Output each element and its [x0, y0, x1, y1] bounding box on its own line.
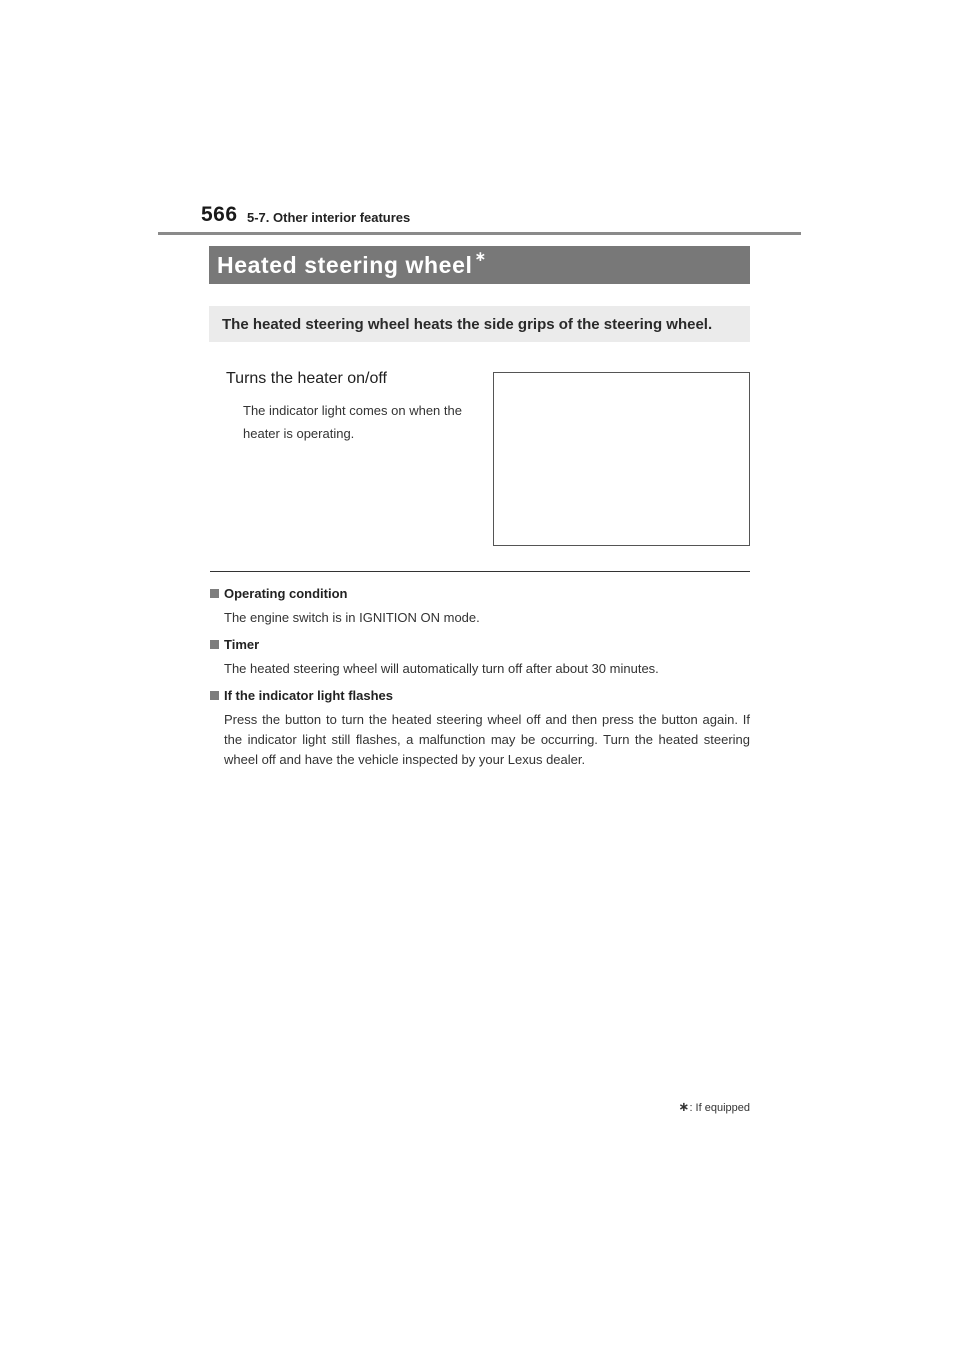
page-number: 566 [201, 203, 238, 226]
note-body: The engine switch is in IGNITION ON mode. [224, 610, 480, 625]
footnote [600, 1099, 750, 1115]
footnote-marker: ∗ [678, 1099, 690, 1114]
note-body: The heated steering wheel will automatically turn off after about 30 minutes. [224, 661, 659, 676]
note-timer [210, 637, 750, 679]
square-bullet-icon [210, 691, 219, 700]
notes-divider [210, 571, 750, 572]
note-indicator-flashes [210, 688, 750, 770]
equipped-marker: ∗ [474, 247, 487, 264]
note-body: Press the button to turn the heated steering wheel off and then press the button again. If the indicator light still flashes, a malfunction may be occurring. Turn the heated steering wheel off and have the vehicle inspected by your Lexus dealer. [224, 712, 750, 767]
note-heading: Timer [224, 637, 260, 652]
step-title: Turns the heater on/off [226, 370, 387, 387]
note-heading: Operating condition [224, 586, 348, 601]
page-title-bar [209, 246, 750, 284]
section-label: 5-7. Other interior features [247, 210, 411, 225]
header-divider [158, 232, 801, 235]
page-header [0, 0, 960, 240]
square-bullet-icon [210, 589, 219, 598]
note-heading: If the indicator light flashes [224, 688, 394, 703]
step-description: The indicator light comes on when the heater is operating. [243, 403, 462, 441]
intro-text: The heated steering wheel heats the side grips of the steering wheel. [222, 315, 713, 333]
intro-banner [209, 306, 750, 342]
illustration-frame [493, 372, 750, 546]
note-operating-condition [210, 586, 750, 628]
square-bullet-icon [210, 640, 219, 649]
footnote-text: : If equipped [689, 1102, 750, 1114]
page-title: Heated steering wheel [217, 251, 473, 278]
